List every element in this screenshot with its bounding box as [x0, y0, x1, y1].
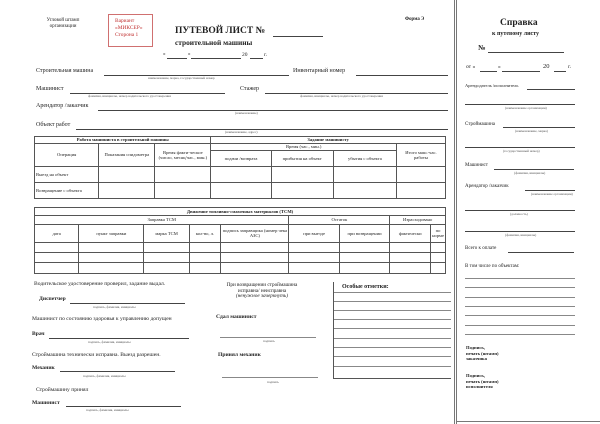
table-cell[interactable]	[211, 183, 271, 199]
col-used-norm: по норме	[431, 224, 446, 242]
ref-operator-field[interactable]	[494, 169, 574, 170]
date-year-field[interactable]	[250, 58, 263, 59]
tech-ok-text: Строймашина технически исправна. Выезд разрешен.	[32, 352, 161, 358]
table-cell[interactable]	[289, 242, 339, 252]
lessor-hint: (наименование организации)	[505, 106, 547, 110]
col-remain-departure: при выезде	[289, 224, 339, 242]
sign-customer-line: заказчика	[466, 356, 487, 362]
variant-stamp-line: Вариант	[115, 18, 135, 24]
table-cell[interactable]	[35, 242, 79, 252]
table-row	[35, 183, 446, 199]
accepted-text: Строймашину принял	[36, 387, 89, 393]
table-cell[interactable]	[144, 253, 189, 263]
table-cell[interactable]	[155, 183, 211, 199]
return-note-line: При возвращении строймашина	[226, 282, 298, 288]
table-cell[interactable]	[99, 183, 155, 199]
doctor-hint: подпись, фамилия, инициалы	[88, 340, 131, 344]
ref-renter-label: Арендатор /заказчик	[465, 184, 509, 189]
table-cell[interactable]	[79, 242, 144, 252]
table-cell[interactable]	[431, 242, 446, 252]
machine-hint: наименование, марка, государственный номер	[148, 76, 215, 80]
object-field[interactable]	[76, 129, 448, 130]
table-row	[35, 263, 446, 274]
doctor-sign-field[interactable]	[49, 338, 189, 339]
object-label: Объект работ	[36, 122, 71, 128]
table-cell[interactable]	[144, 263, 189, 274]
table-cell[interactable]	[431, 253, 446, 263]
work-task-table	[34, 136, 446, 199]
table-cell[interactable]	[155, 167, 211, 183]
sign-customer-line: печать (штамп)	[466, 350, 499, 356]
reference-date-year-suffix: г.	[568, 64, 572, 70]
ref-renter-field[interactable]	[525, 190, 575, 191]
object-line[interactable]	[465, 334, 575, 335]
ref-position-hint: (должность)	[510, 212, 528, 216]
reference-number-label: №	[478, 43, 486, 52]
table-row	[35, 242, 446, 252]
date-month-field[interactable]	[191, 58, 241, 59]
operator-sign-hint: подпись, фамилия, инициалы	[86, 408, 129, 412]
object-line[interactable]	[465, 315, 575, 316]
sign-contractor-line: Подпись,	[466, 373, 485, 378]
ref-state-number-field[interactable]	[465, 147, 575, 148]
table-cell[interactable]	[289, 263, 339, 274]
table-cell[interactable]	[221, 242, 289, 252]
col-operation: Операция	[35, 144, 99, 167]
return-note-line: (ненужное зачеркнуть)	[236, 293, 288, 300]
dispatcher-sign-field[interactable]	[70, 303, 185, 304]
col-arrival: прибытия на объект	[271, 151, 333, 167]
license-checked-text: Водительское удостоверение проверил, задание выдал.	[34, 281, 166, 287]
accepted-mechanic-hint: подпись	[267, 380, 279, 384]
table-cell[interactable]	[189, 242, 221, 252]
table-cell[interactable]	[390, 263, 431, 274]
col-station: пункт заправки	[79, 224, 144, 242]
table-row	[35, 167, 446, 183]
handed-operator-label: Сдал машинист	[216, 314, 257, 320]
table-cell[interactable]	[221, 253, 289, 263]
row-label: Возвращение с объекта	[35, 183, 99, 199]
ref-machine-field[interactable]	[503, 127, 575, 128]
doctor-label: Врач	[32, 331, 45, 337]
col-speedometer: Показания спидометра	[99, 144, 155, 167]
task-table-title: Задание машинисту	[211, 137, 446, 144]
table-cell[interactable]	[390, 253, 431, 263]
ref-name-field[interactable]	[465, 231, 575, 232]
reference-date-month-field[interactable]	[502, 71, 540, 72]
table-cell[interactable]	[271, 183, 333, 199]
health-ok-text: Машинист по состоянию здоровья к управлению допущен	[32, 316, 172, 322]
date-row	[163, 52, 166, 58]
variant-stamp	[108, 14, 153, 47]
operator-sign-label: Машинист	[32, 400, 60, 406]
ref-position-field[interactable]	[465, 210, 575, 211]
operator-label: Машинист	[36, 86, 64, 92]
ref-operator-label: Машинист	[465, 163, 488, 168]
lessor-field[interactable]	[527, 89, 575, 90]
table-cell[interactable]	[221, 263, 289, 274]
sign-customer	[466, 345, 499, 362]
col-fuel-brand: марка ТСМ	[144, 224, 189, 242]
row-label: Выезд на объект	[35, 167, 99, 183]
ref-machine-label: Строймашина	[465, 122, 495, 127]
table-cell[interactable]	[99, 167, 155, 183]
corner-stamp-label	[38, 18, 88, 29]
table-cell[interactable]	[189, 263, 221, 274]
col-departure: убытия с объекта	[333, 151, 396, 167]
trainee-hint: фамилия, инициалы, номер водительского удостоверения	[300, 94, 383, 98]
dispatcher-hint: подпись, фамилия, инициалы	[93, 305, 136, 309]
variant-stamp-line: Сторона 1	[115, 31, 139, 38]
table-cell[interactable]	[144, 242, 189, 252]
total-label: Всего к оплате	[465, 246, 497, 251]
ref-name-hint: (фамилия, инициалы)	[505, 233, 537, 237]
table-cell[interactable]	[339, 253, 390, 263]
table-cell[interactable]	[189, 253, 221, 263]
sign-customer-line: Подпись,	[466, 345, 485, 350]
dispatcher-label: Диспетчер	[39, 296, 66, 302]
inventory-label: Инвентарный номер	[293, 68, 346, 74]
col-used-actual: фактически	[390, 224, 431, 242]
col-quantity: кол-во, л.	[189, 224, 221, 242]
handed-operator-hint: подпись	[263, 339, 275, 343]
col-total: Итого маш.-час. работы	[396, 144, 445, 167]
table-cell[interactable]	[390, 242, 431, 252]
page-subtitle: строительной машины	[175, 38, 253, 47]
renter-hint: (наименование)	[235, 111, 258, 115]
ref-renter-hint: (наименование организации)	[531, 192, 573, 196]
object-line[interactable]	[465, 306, 575, 307]
reference-number-field[interactable]	[488, 52, 564, 53]
reference-bottom-border	[457, 421, 600, 422]
table-cell[interactable]	[271, 167, 333, 183]
col-remain-return: при возвращении	[339, 224, 390, 242]
ref-machine-hint: (наименование, марка)	[515, 129, 548, 133]
lessor-field-2[interactable]	[465, 104, 575, 105]
table-cell[interactable]	[289, 253, 339, 263]
form-label: Форма Э	[405, 17, 425, 22]
group-refuel: Заправка ТСМ	[35, 216, 289, 224]
corner-stamp-line: Угловой штамп	[46, 18, 80, 23]
table-row	[35, 253, 446, 263]
page-title: ПУТЕВОЙ ЛИСТ №	[175, 26, 266, 36]
reference-subtitle: к путевому листу	[492, 31, 540, 37]
fuel-table-title: Движение топливно-смазочных материалов (ТСМ)	[35, 208, 446, 216]
col-actual-time: Время факти-ческое (число, месяц/час., мин.)	[155, 144, 211, 167]
lessor-label: Арендодатель /исполнитель	[465, 83, 519, 88]
table-cell[interactable]	[35, 253, 79, 263]
total-field[interactable]	[508, 252, 574, 253]
group-used: Израсходовано	[390, 216, 446, 224]
operator-hint: фамилия, инициалы, номер водительского удостоверения	[88, 94, 171, 98]
machine-label: Строительная машина	[36, 68, 94, 74]
reference-date-close: »	[498, 64, 501, 70]
inventory-field[interactable]	[356, 75, 448, 76]
mechanic-sign-field[interactable]	[60, 371, 175, 372]
table-cell[interactable]	[79, 263, 144, 274]
col-time-header: Время (час., мин.)	[211, 144, 397, 151]
mechanic-label: Механик	[32, 365, 55, 371]
object-hint: (наименование, адрес)	[225, 130, 258, 134]
date-day-field[interactable]	[167, 58, 187, 59]
group-remain: Остаток	[289, 216, 390, 224]
accepted-mechanic-sign-field[interactable]	[222, 377, 318, 378]
renter-field[interactable]	[98, 110, 448, 111]
accepted-mechanic-label: Принял механик	[218, 352, 261, 358]
return-note	[212, 283, 312, 300]
table-cell[interactable]	[396, 183, 445, 199]
reference-title: Справка	[500, 18, 538, 28]
col-date: дата	[35, 224, 79, 242]
corner-stamp-line: организации	[49, 23, 77, 29]
reference-date-day-field[interactable]	[480, 71, 497, 72]
date-year-suffix: г.	[264, 52, 268, 58]
mechanic-hint: подпись, фамилия, инициалы	[83, 374, 126, 378]
col-attendant-sign: подпись заправщика (номер чека АЗС)	[221, 224, 289, 242]
object-line[interactable]	[465, 287, 575, 288]
work-table-title: Работа машиниста в строительной машины	[35, 137, 211, 144]
sign-contractor-line: печать (штамп)	[466, 378, 499, 384]
object-line[interactable]	[465, 325, 575, 326]
page-divider	[454, 0, 457, 424]
table-cell[interactable]	[339, 263, 390, 274]
object-line[interactable]	[465, 278, 575, 279]
operator-sign-field[interactable]	[66, 406, 181, 407]
col-submit: подачи /возврата	[211, 151, 271, 167]
date-open-quote: «	[163, 52, 166, 57]
special-notes-box[interactable]	[333, 282, 451, 379]
fuel-table	[34, 207, 446, 274]
date-year-prefix: 20	[242, 52, 248, 58]
variant-stamp-line: «МИКСЕР»	[115, 24, 143, 31]
date-close-quote: »	[188, 52, 191, 57]
by-objects-label: В том числе по объектам:	[465, 264, 520, 269]
special-notes-label: Особые отметки:	[342, 284, 389, 290]
ref-state-number-hint: (государственный номер)	[503, 149, 540, 153]
sign-contractor	[466, 373, 499, 390]
return-note-line: исправна/ неисправна	[237, 287, 287, 294]
reference-date-year-prefix: 20	[543, 63, 550, 70]
sign-contractor-line: исполнителя	[466, 384, 493, 390]
table-cell[interactable]	[339, 242, 390, 252]
renter-label: Арендатор /заказчик	[36, 103, 89, 109]
reference-date-open: от «	[466, 64, 476, 70]
object-line[interactable]	[465, 297, 575, 298]
trainee-label: Стажер	[240, 86, 260, 92]
ref-operator-hint: (фамилия, инициалы)	[514, 171, 546, 175]
table-cell[interactable]	[79, 253, 144, 263]
table-cell[interactable]	[35, 263, 79, 274]
sheet-number-field[interactable]	[273, 36, 323, 37]
table-cell[interactable]	[333, 183, 396, 199]
handed-operator-sign-field[interactable]	[220, 337, 316, 338]
table-cell[interactable]	[333, 167, 396, 183]
table-cell[interactable]	[396, 167, 445, 183]
table-cell[interactable]	[211, 167, 271, 183]
reference-date-year-field[interactable]	[554, 71, 566, 72]
table-cell[interactable]	[431, 263, 446, 274]
